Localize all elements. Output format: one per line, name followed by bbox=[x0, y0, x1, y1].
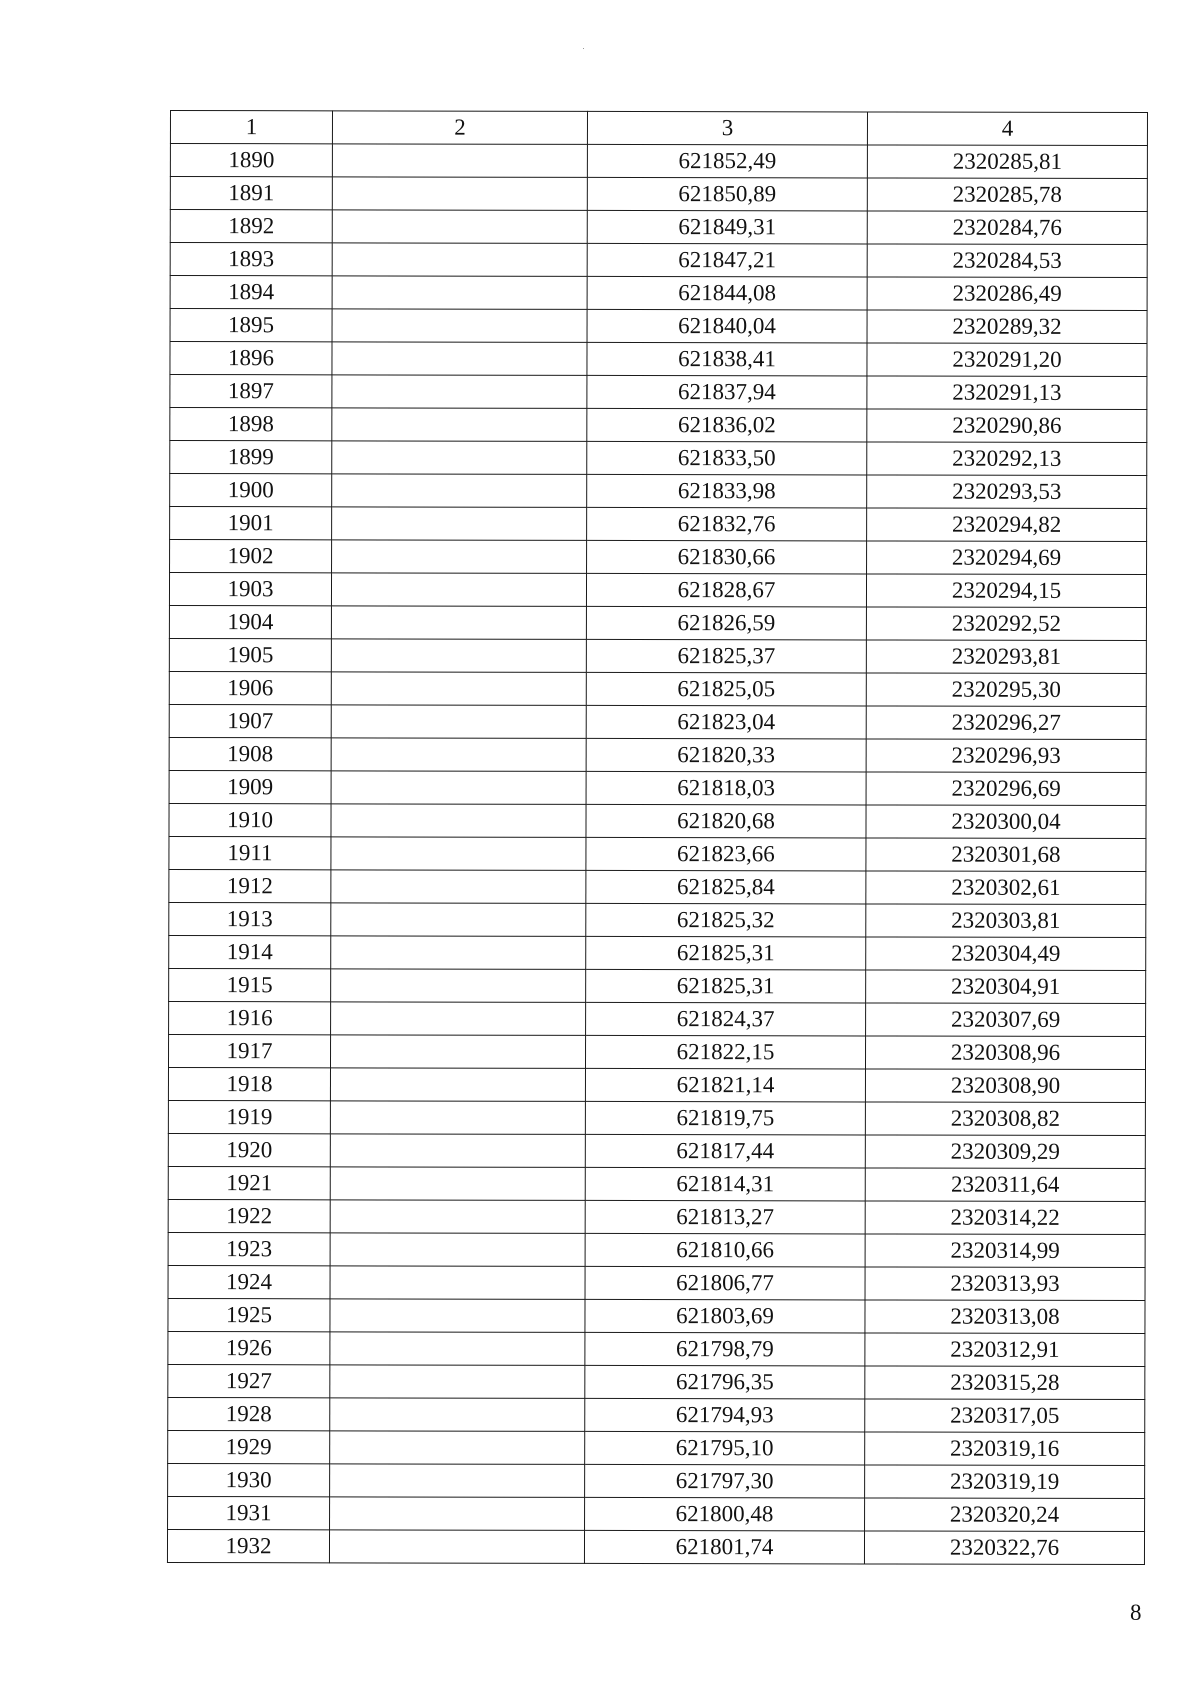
table-cell-col-4: 2320308,90 bbox=[865, 1069, 1145, 1103]
table-cell-col-2 bbox=[330, 1233, 585, 1267]
table-cell-col-3: 621821,14 bbox=[585, 1068, 865, 1102]
table-cell-col-1: 1897 bbox=[170, 375, 332, 408]
table-cell-col-4: 2320292,13 bbox=[867, 442, 1147, 476]
table-cell-col-1: 1929 bbox=[168, 1430, 330, 1463]
table-row bbox=[170, 210, 1147, 245]
header-col-4: 4 bbox=[867, 112, 1147, 146]
table-cell-col-1: 1893 bbox=[170, 243, 332, 276]
table-cell-col-3: 621820,33 bbox=[586, 738, 866, 772]
header-col-2: 2 bbox=[332, 111, 587, 145]
table-cell-col-2 bbox=[330, 1134, 585, 1168]
header-col-3: 3 bbox=[587, 111, 867, 145]
table-cell-col-3: 621824,37 bbox=[586, 1002, 866, 1036]
table-cell-col-3: 621825,31 bbox=[586, 936, 866, 970]
table-cell-col-1: 1904 bbox=[169, 605, 331, 638]
table-row bbox=[169, 836, 1146, 871]
table-row bbox=[169, 737, 1146, 772]
table-cell-col-1: 1910 bbox=[169, 803, 331, 836]
table-cell-col-3: 621810,66 bbox=[585, 1233, 865, 1267]
table-cell-col-2 bbox=[330, 1068, 585, 1102]
table-row bbox=[168, 1331, 1145, 1366]
table-cell-col-1: 1899 bbox=[170, 441, 332, 474]
table-cell-col-4: 2320292,52 bbox=[866, 607, 1146, 641]
table-cell-col-3: 621819,75 bbox=[585, 1101, 865, 1135]
table-row bbox=[169, 902, 1146, 937]
table-cell-col-2 bbox=[331, 837, 586, 871]
table-cell-col-3: 621852,49 bbox=[587, 144, 867, 178]
table-cell-col-1: 1891 bbox=[170, 177, 332, 210]
table-row bbox=[169, 573, 1146, 608]
table-cell-col-1: 1907 bbox=[169, 704, 331, 737]
coordinates-table bbox=[167, 110, 1148, 1565]
table-row bbox=[168, 1133, 1145, 1168]
table-cell-col-1: 1928 bbox=[168, 1397, 330, 1430]
table-row bbox=[168, 1463, 1145, 1498]
table-row bbox=[168, 1100, 1145, 1135]
table-cell-col-1: 1917 bbox=[168, 1034, 330, 1067]
table-cell-col-4: 2320309,29 bbox=[865, 1135, 1145, 1169]
table-row bbox=[167, 1529, 1144, 1564]
table-row bbox=[170, 540, 1147, 575]
table-cell-col-4: 2320304,49 bbox=[866, 937, 1146, 971]
table-cell-col-2 bbox=[330, 1464, 585, 1498]
table-row bbox=[169, 704, 1146, 739]
table-row bbox=[170, 177, 1147, 212]
page-number: 8 bbox=[1130, 1600, 1142, 1625]
table-cell-col-4: 2320322,76 bbox=[864, 1531, 1144, 1565]
table-cell-col-3: 621825,05 bbox=[586, 672, 866, 706]
table-cell-col-1: 1909 bbox=[169, 770, 331, 803]
table-row bbox=[169, 869, 1146, 904]
table-cell-col-2 bbox=[332, 507, 587, 541]
table-cell-col-4: 2320294,15 bbox=[866, 574, 1146, 608]
table-cell-col-2 bbox=[330, 1266, 585, 1300]
table-cell-col-3: 621844,08 bbox=[587, 276, 867, 310]
table-cell-col-1: 1894 bbox=[170, 276, 332, 309]
table-cell-col-1: 1906 bbox=[169, 671, 331, 704]
table-cell-col-3: 621803,69 bbox=[585, 1299, 865, 1333]
table-row bbox=[170, 243, 1147, 278]
table-row bbox=[169, 638, 1146, 673]
table-cell-col-4: 2320308,96 bbox=[865, 1036, 1145, 1070]
table-cell-col-2 bbox=[331, 738, 586, 772]
table-cell-col-1: 1912 bbox=[169, 869, 331, 902]
table-row bbox=[168, 1430, 1145, 1465]
table-cell-col-2 bbox=[331, 606, 586, 640]
table-cell-col-2 bbox=[331, 639, 586, 673]
table-cell-col-4: 2320296,69 bbox=[866, 772, 1146, 806]
table-cell-col-4: 2320300,04 bbox=[866, 805, 1146, 839]
table-cell-col-3: 621818,03 bbox=[586, 771, 866, 805]
table-cell-col-1: 1908 bbox=[169, 737, 331, 770]
table-row bbox=[170, 342, 1147, 377]
table-cell-col-2 bbox=[332, 342, 587, 376]
table-row bbox=[169, 671, 1146, 706]
table-cell-col-4: 2320307,69 bbox=[866, 1003, 1146, 1037]
table-row bbox=[168, 1199, 1145, 1234]
table-cell-col-2 bbox=[332, 375, 587, 409]
table-cell-col-1: 1890 bbox=[170, 144, 332, 177]
table-cell-col-2 bbox=[331, 672, 586, 706]
table-cell-col-1: 1916 bbox=[169, 1001, 331, 1034]
table-cell-col-3: 621833,50 bbox=[587, 441, 867, 475]
table-cell-col-4: 2320319,19 bbox=[865, 1465, 1145, 1499]
table-cell-col-3: 621823,04 bbox=[586, 705, 866, 739]
table-cell-col-3: 621806,77 bbox=[585, 1266, 865, 1300]
table-cell-col-4: 2320285,78 bbox=[867, 178, 1147, 212]
table-cell-col-1: 1931 bbox=[168, 1496, 330, 1529]
table-cell-col-2 bbox=[332, 210, 587, 244]
table-cell-col-3: 621825,84 bbox=[586, 870, 866, 904]
table-cell-col-2 bbox=[330, 1035, 585, 1069]
table-cell-col-3: 621795,10 bbox=[585, 1431, 865, 1465]
table-cell-col-3: 621825,32 bbox=[586, 903, 866, 937]
table-cell-col-4: 2320319,16 bbox=[865, 1432, 1145, 1466]
table-cell-col-3: 621817,44 bbox=[585, 1134, 865, 1168]
table-cell-col-1: 1926 bbox=[168, 1331, 330, 1364]
table-cell-col-2 bbox=[332, 474, 587, 508]
table-cell-col-3: 621840,04 bbox=[587, 309, 867, 343]
table-cell-col-1: 1932 bbox=[167, 1529, 329, 1562]
table-cell-col-1: 1903 bbox=[169, 573, 331, 606]
table-cell-col-3: 621825,31 bbox=[586, 969, 866, 1003]
table-cell-col-4: 2320290,86 bbox=[867, 409, 1147, 443]
table-row bbox=[170, 474, 1147, 509]
table-cell-col-1: 1923 bbox=[168, 1232, 330, 1265]
table-cell-col-1: 1895 bbox=[170, 309, 332, 342]
table-cell-col-4: 2320291,13 bbox=[867, 376, 1147, 410]
table-cell-col-2 bbox=[331, 1002, 586, 1036]
table-body bbox=[167, 144, 1147, 1565]
table-row bbox=[169, 1001, 1146, 1036]
table-cell-col-4: 2320285,81 bbox=[867, 145, 1147, 179]
table-cell-col-2 bbox=[331, 705, 586, 739]
table-cell-col-1: 1898 bbox=[170, 408, 332, 441]
table-cell-col-4: 2320286,49 bbox=[867, 277, 1147, 311]
table-cell-col-3: 621847,21 bbox=[587, 243, 867, 277]
table-cell-col-1: 1911 bbox=[169, 836, 331, 869]
table-row bbox=[168, 1166, 1145, 1201]
table-cell-col-4: 2320301,68 bbox=[866, 838, 1146, 872]
table-cell-col-4: 2320293,81 bbox=[866, 640, 1146, 674]
table-cell-col-3: 621822,15 bbox=[585, 1035, 865, 1069]
table-cell-col-1: 1918 bbox=[168, 1067, 330, 1100]
table-cell-col-1: 1892 bbox=[170, 210, 332, 243]
table-cell-col-2 bbox=[330, 1497, 585, 1531]
table-row bbox=[170, 441, 1147, 476]
table-cell-col-2 bbox=[331, 804, 586, 838]
table-cell-col-3: 621794,93 bbox=[585, 1398, 865, 1432]
table-row bbox=[168, 1496, 1145, 1531]
table-cell-col-2 bbox=[330, 1398, 585, 1432]
table-cell-col-2 bbox=[331, 771, 586, 805]
table-row bbox=[168, 1364, 1145, 1399]
table-cell-col-4: 2320289,32 bbox=[867, 310, 1147, 344]
table-cell-col-1: 1925 bbox=[168, 1298, 330, 1331]
table-cell-col-3: 621837,94 bbox=[587, 375, 867, 409]
table-cell-col-1: 1896 bbox=[170, 342, 332, 375]
table-cell-col-3: 621828,67 bbox=[586, 573, 866, 607]
table-cell-col-3: 621796,35 bbox=[585, 1365, 865, 1399]
table-cell-col-3: 621830,66 bbox=[587, 540, 867, 574]
table-cell-col-1: 1919 bbox=[168, 1100, 330, 1133]
table-cell-col-1: 1915 bbox=[169, 968, 331, 1001]
table-row bbox=[168, 1232, 1145, 1267]
table-row bbox=[170, 144, 1147, 179]
table-cell-col-4: 2320295,30 bbox=[866, 673, 1146, 707]
table-cell-col-4: 2320302,61 bbox=[866, 871, 1146, 905]
table-row bbox=[170, 375, 1147, 410]
table-row bbox=[169, 935, 1146, 970]
table-cell-col-3: 621823,66 bbox=[586, 837, 866, 871]
table-cell-col-4: 2320313,08 bbox=[865, 1300, 1145, 1334]
table-cell-col-4: 2320296,93 bbox=[866, 739, 1146, 773]
table-cell-col-2 bbox=[332, 144, 587, 178]
table-row bbox=[168, 1397, 1145, 1432]
table-cell-col-4: 2320312,91 bbox=[865, 1333, 1145, 1367]
table-cell-col-4: 2320317,05 bbox=[865, 1399, 1145, 1433]
table-cell-col-4: 2320293,53 bbox=[867, 475, 1147, 509]
table-cell-col-4: 2320284,53 bbox=[867, 244, 1147, 278]
table-cell-col-4: 2320304,91 bbox=[866, 970, 1146, 1004]
table-cell-col-1: 1914 bbox=[169, 935, 331, 968]
table-cell-col-3: 621814,31 bbox=[585, 1167, 865, 1201]
table-cell-col-1: 1901 bbox=[170, 507, 332, 540]
table-cell-col-4: 2320314,99 bbox=[865, 1234, 1145, 1268]
table-cell-col-2 bbox=[329, 1530, 584, 1564]
table-cell-col-4: 2320296,27 bbox=[866, 706, 1146, 740]
table-cell-col-3: 621836,02 bbox=[587, 408, 867, 442]
table-cell-col-3: 621800,48 bbox=[585, 1497, 865, 1531]
table-cell-col-2 bbox=[331, 870, 586, 904]
table-row bbox=[168, 1298, 1145, 1333]
table-cell-col-2 bbox=[330, 1299, 585, 1333]
table-row bbox=[168, 1034, 1145, 1069]
table-cell-col-1: 1920 bbox=[168, 1133, 330, 1166]
header-col-1: 1 bbox=[170, 111, 332, 144]
table-cell-col-3: 621850,89 bbox=[587, 177, 867, 211]
table-cell-col-3: 621838,41 bbox=[587, 342, 867, 376]
table-cell-col-4: 2320320,24 bbox=[865, 1498, 1145, 1532]
table-cell-col-2 bbox=[330, 1101, 585, 1135]
table-cell-col-2 bbox=[331, 573, 586, 607]
table-cell-col-2 bbox=[332, 540, 587, 574]
table-row bbox=[169, 968, 1146, 1003]
table-cell-col-4: 2320294,82 bbox=[867, 508, 1147, 542]
table-row bbox=[169, 605, 1146, 640]
table-cell-col-2 bbox=[331, 969, 586, 1003]
table-cell-col-2 bbox=[332, 177, 587, 211]
table-row bbox=[170, 408, 1147, 443]
table-cell-col-4: 2320315,28 bbox=[865, 1366, 1145, 1400]
table-row bbox=[170, 276, 1147, 311]
table-cell-col-4: 2320311,64 bbox=[865, 1168, 1145, 1202]
table-cell-col-4: 2320284,76 bbox=[867, 211, 1147, 245]
table-cell-col-1: 1927 bbox=[168, 1364, 330, 1397]
table-cell-col-1: 1913 bbox=[169, 902, 331, 935]
table-row bbox=[169, 770, 1146, 805]
table-cell-col-1: 1924 bbox=[168, 1265, 330, 1298]
table-cell-col-3: 621826,59 bbox=[586, 606, 866, 640]
table-cell-col-2 bbox=[330, 1200, 585, 1234]
table-header bbox=[170, 111, 1147, 146]
scan-speck bbox=[583, 48, 584, 49]
table-row bbox=[169, 803, 1146, 838]
table-cell-col-2 bbox=[330, 1332, 585, 1366]
table-cell-col-3: 621813,27 bbox=[585, 1200, 865, 1234]
table-cell-col-4: 2320314,22 bbox=[865, 1201, 1145, 1235]
table-cell-col-3: 621832,76 bbox=[587, 507, 867, 541]
table-cell-col-2 bbox=[332, 408, 587, 442]
table-cell-col-2 bbox=[331, 903, 586, 937]
table-cell-col-2 bbox=[330, 1167, 585, 1201]
table-cell-col-1: 1905 bbox=[169, 638, 331, 671]
table-cell-col-2 bbox=[332, 243, 587, 277]
table-cell-col-3: 621820,68 bbox=[586, 804, 866, 838]
header-row bbox=[170, 111, 1147, 146]
table-cell-col-3: 621849,31 bbox=[587, 210, 867, 244]
table-cell-col-4: 2320308,82 bbox=[865, 1102, 1145, 1136]
table-cell-col-3: 621798,79 bbox=[585, 1332, 865, 1366]
table-cell-col-1: 1921 bbox=[168, 1166, 330, 1199]
table-cell-col-3: 621833,98 bbox=[587, 474, 867, 508]
table-cell-col-1: 1930 bbox=[168, 1463, 330, 1496]
table-cell-col-1: 1900 bbox=[170, 474, 332, 507]
table-cell-col-1: 1902 bbox=[170, 540, 332, 573]
table-cell-col-3: 621797,30 bbox=[585, 1464, 865, 1498]
table-row bbox=[170, 309, 1147, 344]
table-row bbox=[168, 1067, 1145, 1102]
table-cell-col-2 bbox=[332, 441, 587, 475]
table-cell-col-2 bbox=[332, 276, 587, 310]
table-cell-col-4: 2320291,20 bbox=[867, 343, 1147, 377]
table-cell-col-4: 2320313,93 bbox=[865, 1267, 1145, 1301]
table-cell-col-2 bbox=[332, 309, 587, 343]
table-row bbox=[168, 1265, 1145, 1300]
table-cell-col-3: 621825,37 bbox=[586, 639, 866, 673]
table-cell-col-2 bbox=[330, 1431, 585, 1465]
table-cell-col-4: 2320294,69 bbox=[867, 541, 1147, 575]
table-cell-col-2 bbox=[330, 1365, 585, 1399]
table-cell-col-1: 1922 bbox=[168, 1199, 330, 1232]
table-cell-col-2 bbox=[331, 936, 586, 970]
table-cell-col-3: 621801,74 bbox=[584, 1530, 864, 1564]
table-row bbox=[170, 507, 1147, 542]
table-cell-col-4: 2320303,81 bbox=[866, 904, 1146, 938]
